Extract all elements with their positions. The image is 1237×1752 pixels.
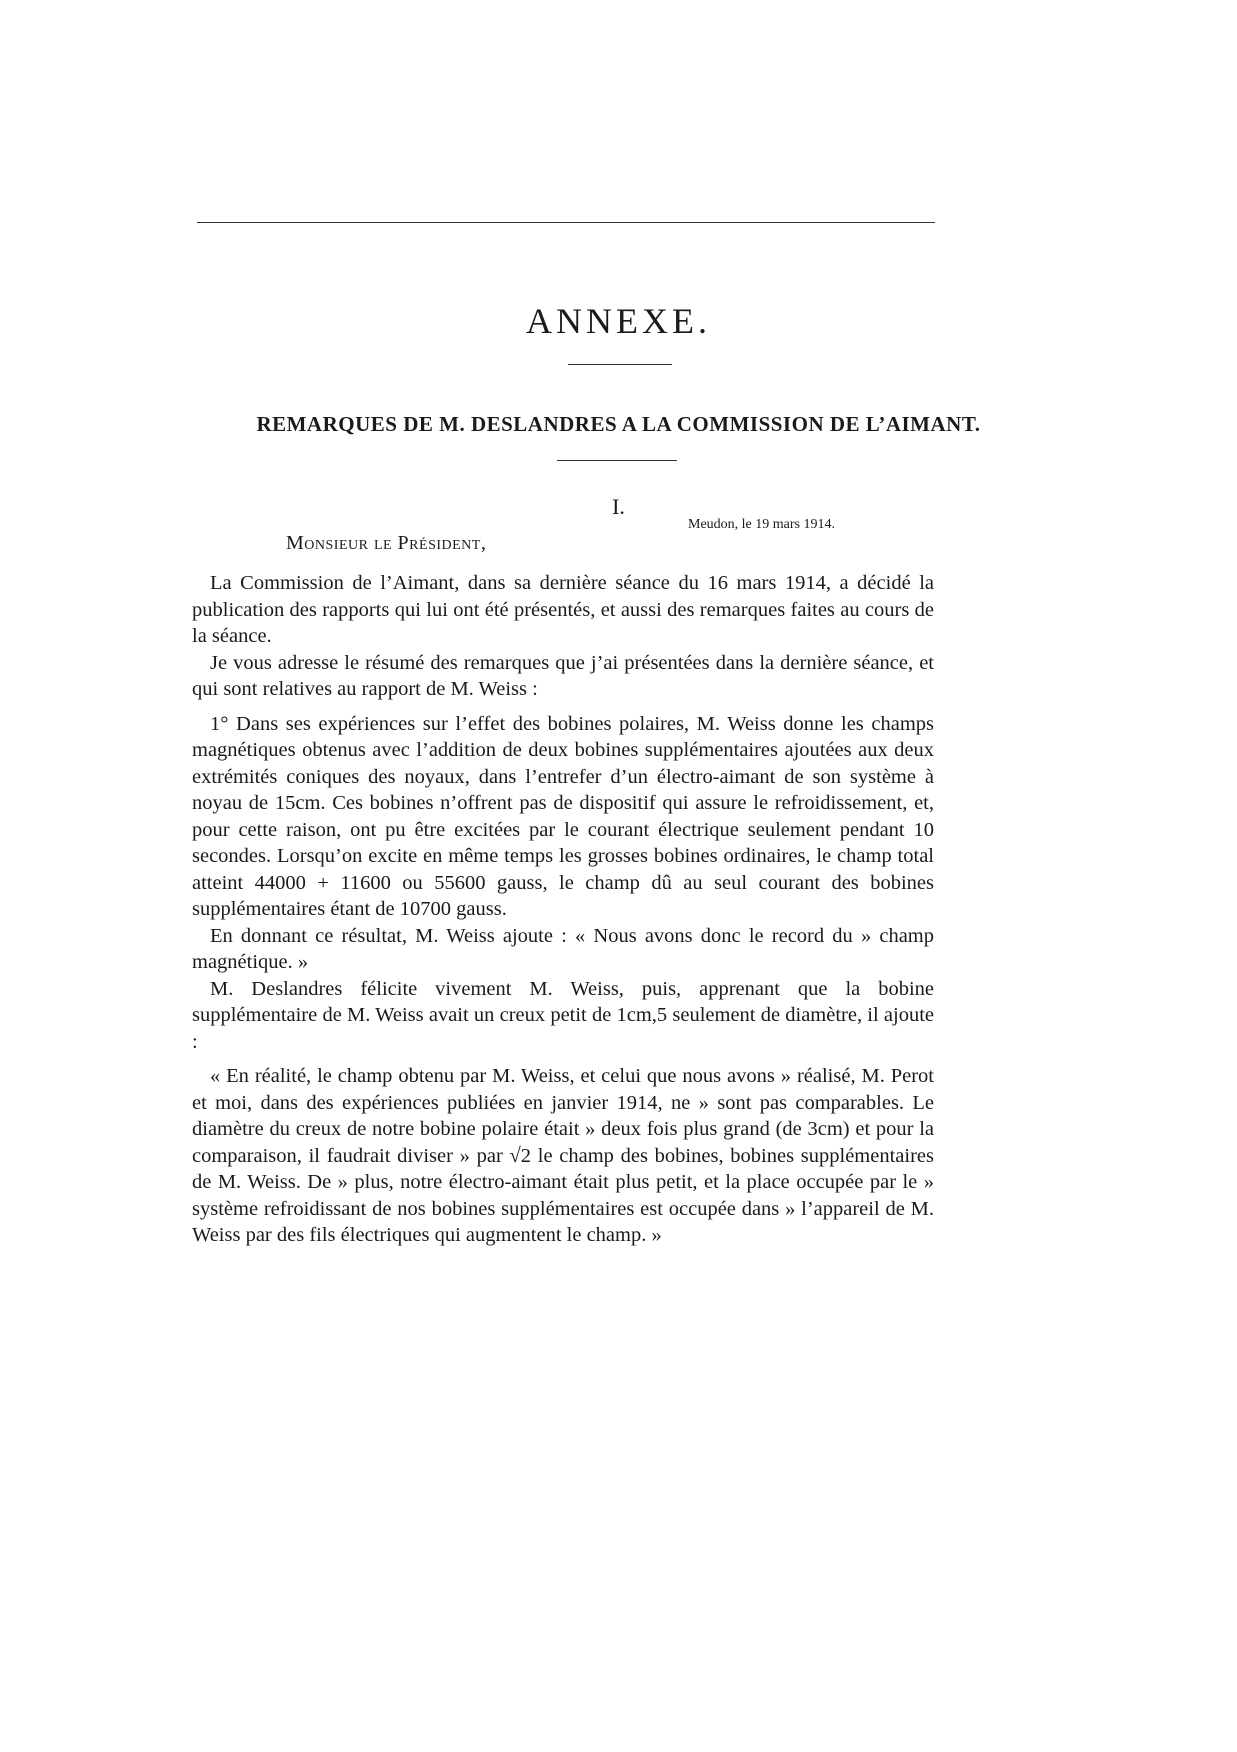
letter-body (192, 570, 934, 1249)
title-rule (568, 364, 672, 365)
paragraph-2: Je vous adresse le résumé des remarques que j’ai présentées dans la dernière séance, et qui sont relatives au rapport de M. Weiss : (192, 651, 934, 700)
paragraph-5: M. Deslandres félicite vivement M. Weiss, puis, apprenant que la bobine supplémentaire de M. Weiss avait un creux petit de 1cm,5 seulement de diamètre, il ajoute : (192, 977, 934, 1053)
paragraph-1: La Commission de l’Aimant, dans sa dernière séance du 16 mars 1914, a décidé la publication des rapports qui lui ont été présentés, et aussi des remarques faites au cours de la séance. (192, 572, 934, 647)
paragraph-4: En donnant ce résultat, M. Weiss ajoute : « Nous avons donc le record du » champ magnétique. » (192, 924, 934, 973)
page-subtitle: REMARQUES DE M. DESLANDRES A LA COMMISSION DE L’AIMANT. (256, 412, 981, 436)
dateline: Meudon, le 19 mars 1914. (688, 517, 835, 532)
section-number: I. (612, 494, 625, 519)
page-title: ANNEXE. (526, 301, 711, 341)
paragraph-6: « En réalité, le champ obtenu par M. Weiss, et celui que nous avons » réalisé, M. Perot et moi, dans des expériences publiées en janvier 1914, ne » sont pas comparables. Le diamètre du creux de notre bobine polaire était » deux fois plus grand (de 3cm) et pour la comparaison, il faudrait diviser » par √2 le champ des bobines, bobines supplémentaires de M. Weiss. De » plus, notre électro-aimant était plus petit, et la place occupée par le » système refroidissant de nos bobines supplémentaires est occupée dans » l’appareil de M. Weiss par des fils électriques qui augmentent le champ. » (192, 1065, 934, 1246)
paragraph-3: 1° Dans ses expériences sur l’effet des bobines polaires, M. Weiss donne les champs magnétiques obtenus avec l’addition de deux bobines supplémentaires ajoutées aux deux extrémités coniques des noyaux, dans l’entrefer d’un électro-aimant de son système à noyau de 15cm. Ces bobines n’offrent pas de dispositif qui assure le refroidissement, et, pour cette raison, ont pu être excitées par le courant électrique seulement pendant 10 secondes. Lorsqu’on excite en même temps les grosses bobines ordinaires, le champ total atteint 44000 + 11600 ou 55600 gauss, le champ dû au seul courant des bobines supplémentaires étant de 10700 gauss. (192, 712, 934, 920)
salutation: Monsieur le Président, (286, 532, 487, 554)
top-rule (197, 222, 935, 223)
subtitle-rule (557, 460, 677, 461)
